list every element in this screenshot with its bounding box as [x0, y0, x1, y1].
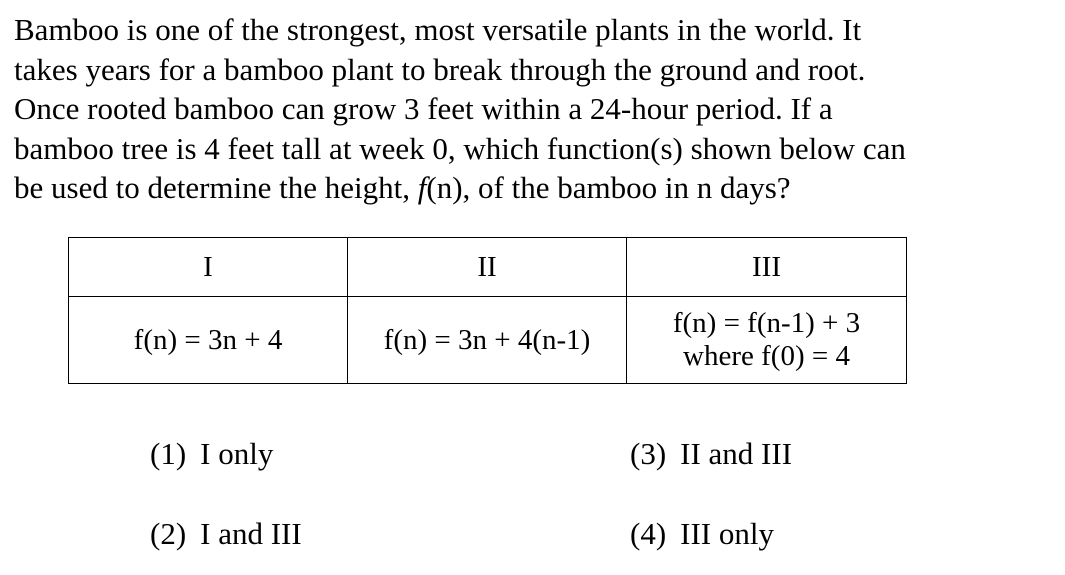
column-header-iii: III: [627, 238, 907, 297]
answer-choice-4[interactable]: [630, 516, 774, 552]
choice-number: (1): [150, 436, 187, 471]
choice-number: (4): [630, 516, 667, 551]
choice-text: I and III: [200, 516, 302, 551]
choice-number: (3): [630, 436, 667, 471]
choice-number: (2): [150, 516, 187, 551]
function-i-cell: f(n) = 3n + 4: [69, 297, 348, 384]
table-header-row: [69, 238, 907, 297]
question-line: Bamboo is one of the strongest, most versatile plants in the world. It: [14, 12, 862, 47]
choice-text: I only: [200, 436, 274, 471]
functions-table: [68, 237, 907, 384]
question-line-end: (n), of the bamboo in n days?: [426, 170, 791, 206]
question-line: bamboo tree is 4 feet tall at week 0, which function(s) shown below can: [14, 130, 906, 166]
function-iii-formula: f(n) = f(n-1) + 3: [672, 307, 861, 339]
column-header-i: I: [69, 238, 348, 297]
choice-text: II and III: [680, 436, 793, 471]
question-line: [14, 168, 1059, 208]
function-symbol: f: [417, 170, 427, 206]
question-line: takes years for a bamboo plant to break through the ground and root.: [14, 51, 866, 87]
answer-choice-3[interactable]: [630, 436, 792, 472]
table-row: [69, 297, 907, 384]
column-header-ii: II: [348, 238, 627, 297]
answer-choice-1[interactable]: [150, 436, 273, 472]
question-text: [14, 10, 1059, 208]
question-line: Once rooted bamboo can grow 3 feet within a 24-hour period. If a: [14, 91, 833, 127]
answer-choice-2[interactable]: [150, 516, 302, 552]
choice-text: III only: [680, 516, 774, 551]
function-iii-condition: where f(0) = 4: [683, 340, 850, 372]
function-ii-cell: f(n) = 3n + 4(n-1): [348, 297, 627, 384]
function-iii-cell: [627, 297, 907, 384]
question-line-start: be used to determine the height,: [14, 170, 418, 206]
